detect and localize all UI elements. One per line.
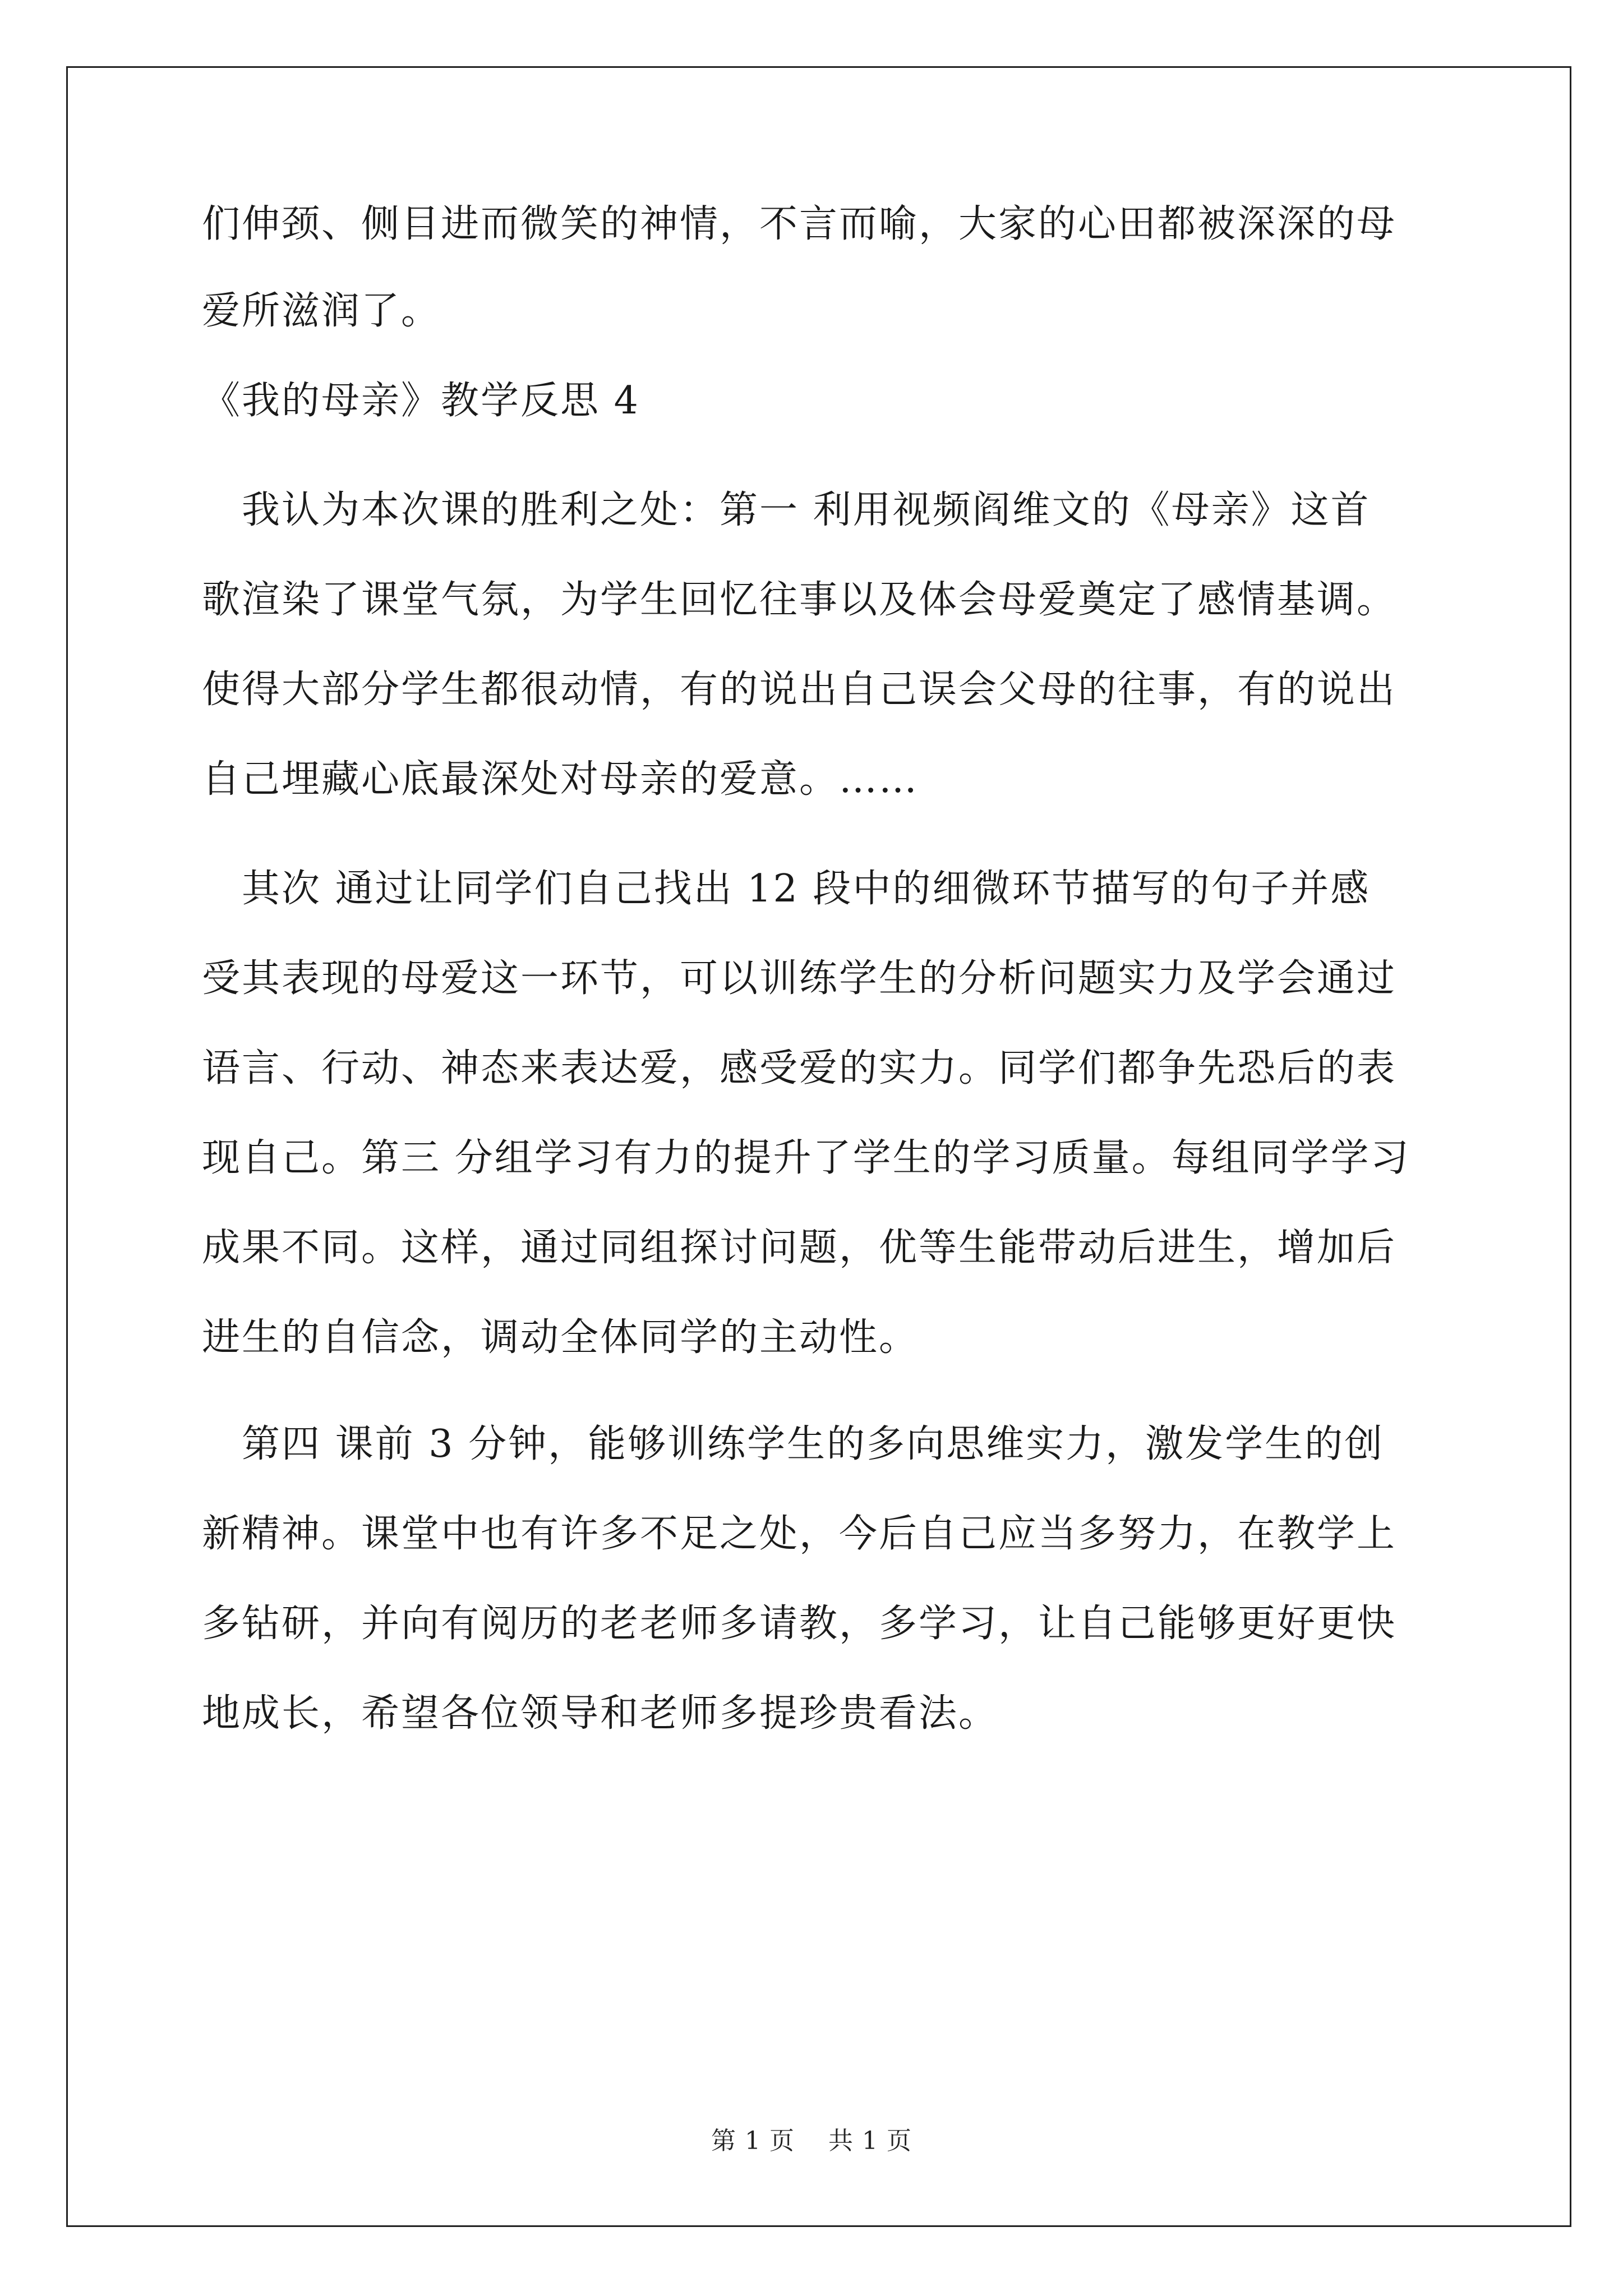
text-line: 歌渲染了课堂气氛，为学生回忆往事以及体会母爱奠定了感情基调。 (202, 578, 1397, 622)
text-line: 受其表现的母爱这一环节，可以训练学生的分析问题实力及学会通过 (202, 956, 1397, 1001)
text-line: 语言、行动、神态来表达爱，感受爱的实力。同学们都争先恐后的表 (202, 1046, 1397, 1091)
text-line: 地成长，希望各位领导和老师多提珍贵看法。 (202, 1691, 999, 1736)
text-line: 使得大部分学生都很动情，有的说出自己误会父母的往事，有的说出 (202, 668, 1397, 712)
text-line: 进生的自信念，调动全体同学的主动性。 (202, 1315, 919, 1360)
text-line: 现自己。第三 分组学习有力的提升了学生的学习质量。每组同学学习 (202, 1136, 1410, 1180)
page-footer (0, 2120, 1623, 2156)
text-line: 其次 通过让同学们自己找出 12 段中的细微环节描写的句子并感 (202, 867, 1371, 911)
text-line: 成果不同。这样，通过同组探讨问题，优等生能带动后进生，增加后 (202, 1226, 1397, 1270)
text-line: 爱所滋润了。 (202, 289, 441, 333)
page-total: 共 1 页 (828, 2127, 912, 2155)
text-line: 多钻研，并向有阅历的老老师多请教，多学习，让自己能够更好更快 (202, 1602, 1397, 1646)
text-line: 新精神。课堂中也有许多不足之处，今后自己应当多努力，在教学上 (202, 1512, 1397, 1556)
text-line: 自己埋藏心底最深处对母亲的爱意。…… (202, 757, 919, 802)
page-number: 第 1 页 (711, 2127, 795, 2155)
text-line: 们伸颈、侧目进而微笑的神情，不言而喻，大家的心田都被深深的母 (202, 202, 1397, 246)
section-heading: 《我的母亲》教学反思 4 (202, 379, 640, 423)
text-line: 第四 课前 3 分钟，能够训练学生的多向思维实力，激发学生的创 (202, 1422, 1385, 1466)
text-line: 我认为本次课的胜利之处：第一 利用视频阎维文的《母亲》这首 (202, 488, 1371, 532)
